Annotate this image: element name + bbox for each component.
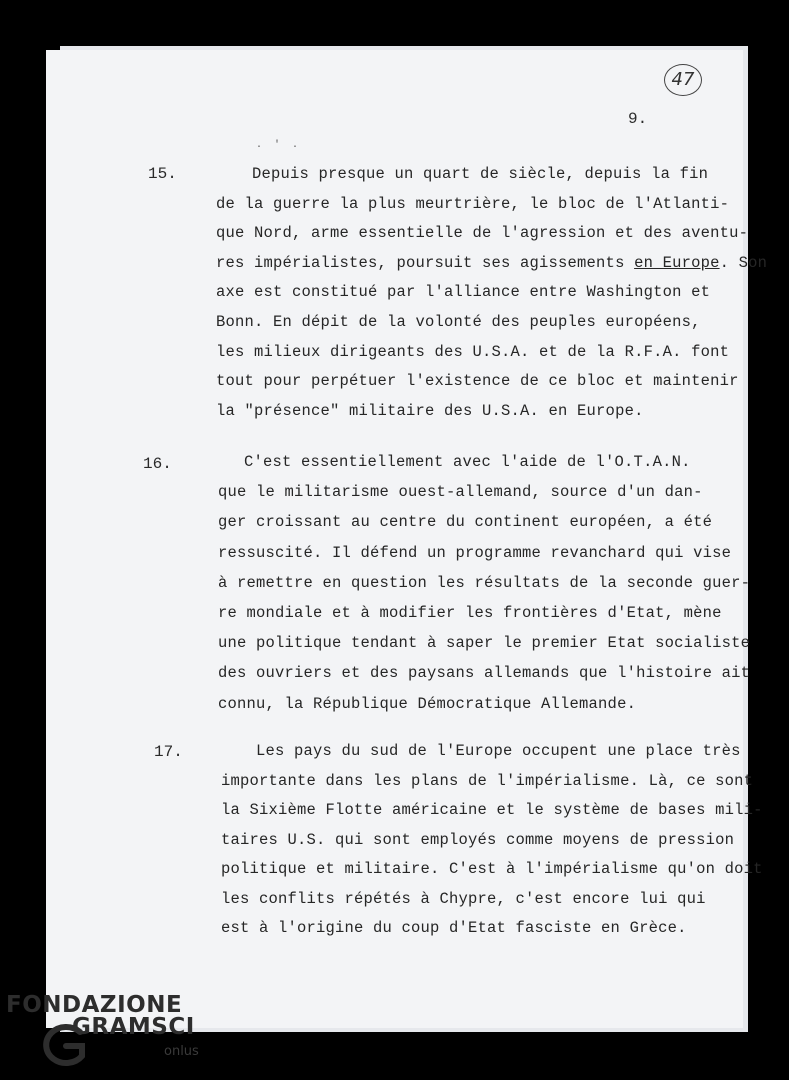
paragraph-number: 17. — [154, 743, 183, 761]
text-segment: . Son — [719, 253, 768, 272]
text-segment: une politique tendant à saper le premier Etat socialiste — [218, 634, 751, 653]
archive-page-number-circled: 47 — [664, 64, 702, 96]
text-segment: que Nord, arme essentielle de l'agression et des aventu- — [216, 224, 749, 243]
text-segment: est à l'origine du coup d'Etat fasciste en Grèce. — [221, 919, 687, 937]
text-line — [218, 695, 636, 713]
text-segment: Depuis presque un quart de siècle, depuis la fin — [252, 165, 709, 183]
watermark-line2: GRAMSCI — [72, 1014, 195, 1040]
text-line — [216, 313, 701, 331]
text-segment: les milieux dirigeants des U.S.A. et de la R.F.A. font — [216, 342, 730, 361]
text-line — [216, 195, 729, 213]
watermark-subtitle: onlus — [164, 1044, 199, 1059]
text-line — [218, 634, 750, 652]
text-line — [218, 664, 750, 682]
text-segment: la "présence" militaire des U.S.A. en Europe. — [216, 401, 644, 420]
watermark-line1: FONDAZIONE — [6, 992, 183, 1018]
text-segment: ressuscité. Il défend un programme revanchard qui vise — [218, 543, 732, 562]
text-segment: C'est essentiellement avec l'aide de l'O.T.A.N. — [244, 453, 691, 471]
text-line — [244, 453, 691, 471]
text-segment: axe est constitué par l'alliance entre Washington et — [216, 283, 711, 302]
text-line — [252, 165, 708, 183]
text-line — [221, 890, 706, 908]
text-segment: Les pays du sud de l'Europe occupent une place très — [256, 742, 741, 760]
text-line — [218, 604, 722, 622]
text-line — [218, 574, 750, 592]
text-segment: importante dans les plans de l'impérialisme. Là, ce sont — [221, 771, 754, 790]
text-line — [216, 372, 739, 390]
text-line — [218, 513, 712, 531]
text-line — [216, 254, 767, 272]
paragraph-number: 15. — [148, 165, 177, 183]
text-segment: connu, la République Démocratique Allemande. — [218, 694, 637, 713]
gramsci-g-logo-icon — [30, 1022, 94, 1068]
text-segment: taires U.S. qui sont employés comme moyens de pression — [221, 830, 735, 849]
text-line — [221, 772, 753, 790]
text-segment: de la guerre la plus meurtrière, le bloc de l'Atlanti- — [216, 194, 730, 213]
text-segment: re mondiale et à modifier les frontières d'Etat, mène — [218, 604, 722, 622]
text-line — [216, 283, 710, 301]
text-segment: tout pour perpétuer l'existence de ce bloc et maintenir — [216, 372, 739, 391]
paragraph-number: 16. — [143, 455, 172, 473]
text-line — [216, 402, 644, 420]
text-line — [216, 224, 748, 242]
text-segment: des ouvriers et des paysans allemands que l'histoire ait — [218, 664, 751, 683]
text-segment: Bonn. En dépit de la volonté des peuples européens, — [216, 313, 701, 331]
text-segment: que le militarisme ouest-allemand, source d'un dan- — [218, 483, 703, 502]
text-line — [221, 919, 687, 937]
page-number: 9. — [628, 110, 648, 128]
text-line — [221, 860, 763, 878]
text-segment: à remettre en question les résultats de la seconde guer- — [218, 573, 751, 592]
text-line — [221, 801, 763, 819]
text-line — [218, 544, 731, 562]
text-line — [256, 742, 741, 760]
text-line — [216, 343, 729, 361]
fondazione-gramsci-watermark — [6, 992, 206, 1072]
text-line — [221, 831, 734, 849]
text-segment: la Sixième Flotte américaine et le système de bases mili- — [221, 801, 763, 819]
text-line — [218, 483, 703, 501]
text-segment: res impérialistes, poursuit ses agissements — [216, 253, 635, 272]
text-segment: les conflits répétés à Chypre, c'est encore lui qui — [221, 889, 706, 908]
text-segment: politique et militaire. C'est à l'impérialisme qu'on doit — [221, 860, 763, 878]
stray-marks: . ' . — [256, 140, 302, 151]
text-segment: ger croissant au centre du continent européen, a été — [218, 513, 713, 532]
underlined-text: en Europe — [634, 253, 720, 272]
